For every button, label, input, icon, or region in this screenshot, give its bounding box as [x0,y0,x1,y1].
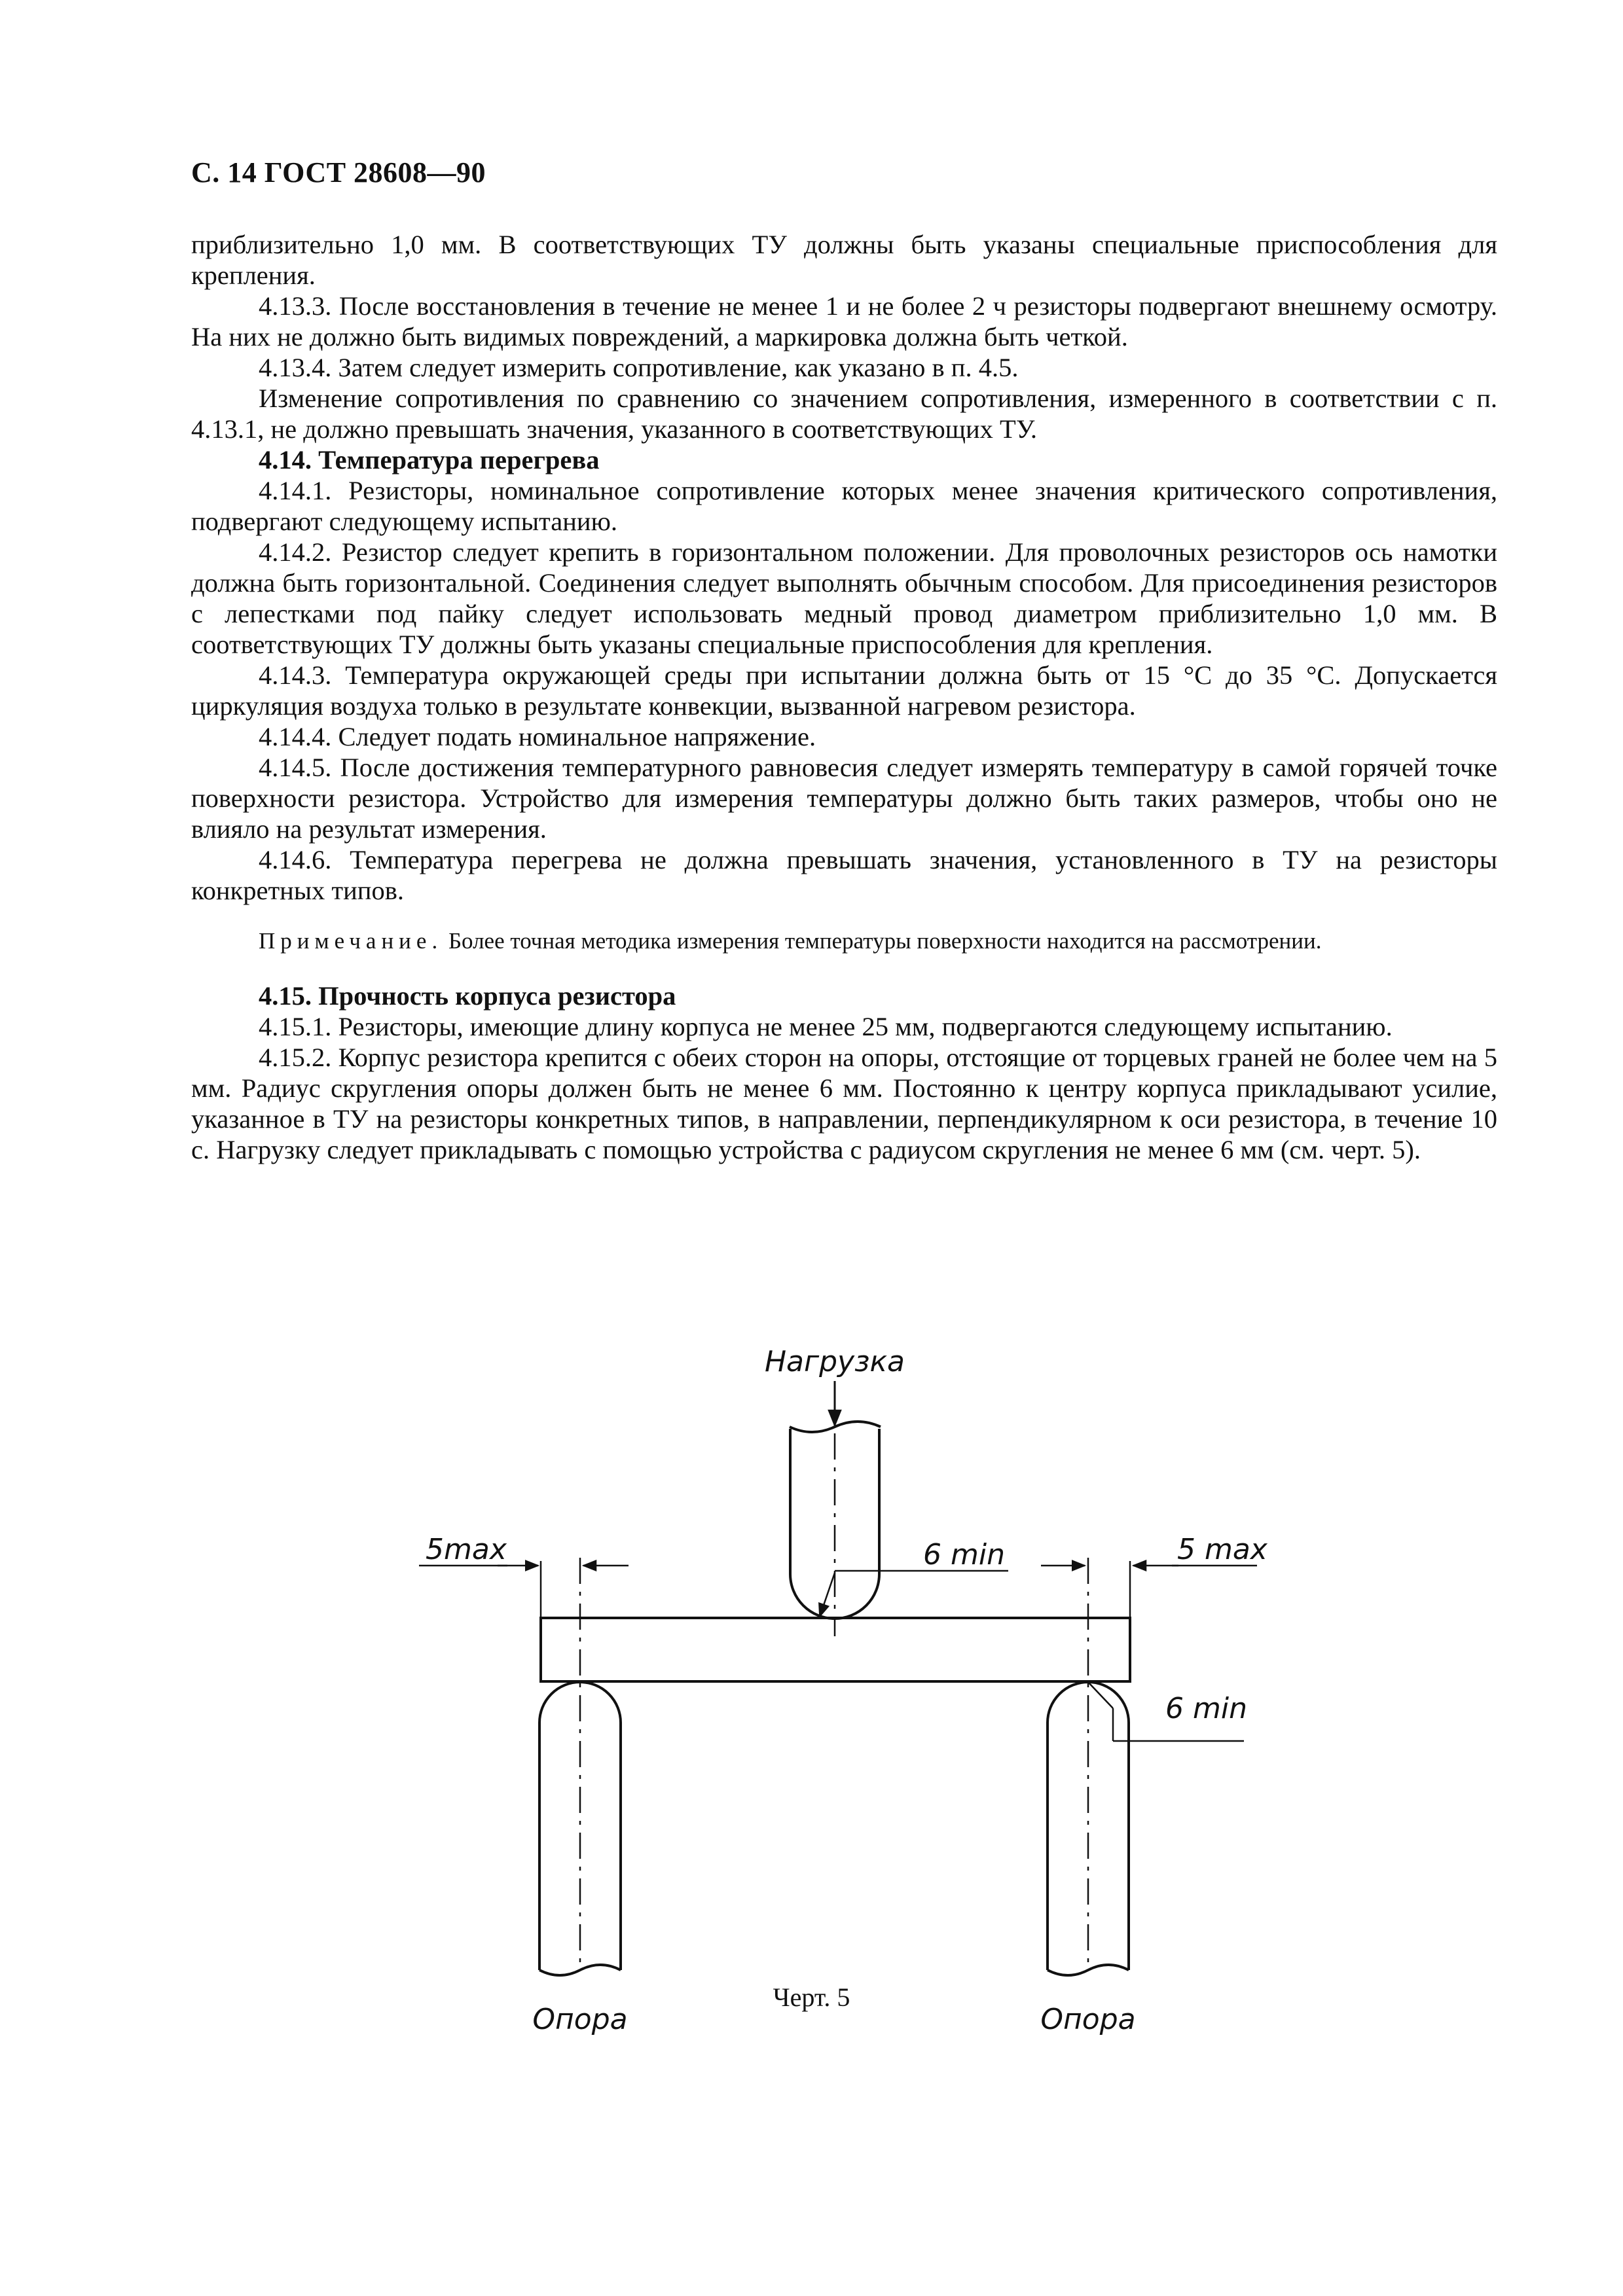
left-gap-dimension [419,1533,629,1617]
paragraph: 4.14.1. Резисторы, номинальное сопротивление которых менее значения критического сопротивления, подвергают следующему испытанию. [191,476,1497,536]
paragraph: 4.14.3. Температура окружающей среды при испытании должна быть от 15 °С до 35 °С. Допускается циркуляция воздуха только в результате конвекции, вызванной нагревом резистора. [191,660,1497,721]
note-text: Более точная методика измерения температуры поверхности находится на рассмотрении. [448,928,1322,954]
left-support [539,1558,621,1975]
paragraph: 4.15.1. Резисторы, имеющие длину корпуса не менее 25 мм, подвергаются следующему испытанию. [259,1012,1393,1041]
document-body [191,229,1497,1165]
paragraph: 4.14.6. Температура перегрева не должна превышать значения, установленного в ТУ на резисторы конкретных типов. [191,845,1497,905]
resistor-test-drawing [0,1309,1623,2042]
note-label: Примечание. [259,928,443,954]
section-heading: 4.15. Прочность корпуса резистора [259,981,676,1011]
left-gap-label: 5max [426,1533,507,1566]
right-gap-label: 5 max [1177,1533,1267,1566]
load-label: Нагрузка [764,1345,905,1378]
figure-drawing [0,1309,1623,2042]
page-header: С. 14 ГОСТ 28608—90 [191,156,486,188]
load-punch [790,1422,881,1636]
side-radius-label: 6 min [1165,1692,1247,1725]
left-support-label: Опора [532,2003,628,2036]
right-support [1048,1558,1129,1975]
top-radius-label: 6 min [923,1538,1005,1571]
paragraph: 4.14.2. Резистор следует крепить в горизонтальном положении. Для проволочных резисторов ось намотки должна быть горизонтальной. Соединения следует выполнять обычным способом. Для присоединения резисторов с лепестками под пайку следует использовать медный провод диаметром приблизительно 1,0 мм. В соответствующих ТУ должны быть указаны специальные приспособления для крепления. [191,537,1497,659]
paragraph: 4.14.5. После достижения температурного равновесия следует измерять температуру в самой горячей точке поверхности резистора. Устройство для измерения температуры должно быть таких размеров, чтобы оно не влияло на результат измерения. [191,753,1497,844]
paragraph: Изменение сопротивления по сравнению со значением сопротивления, измеренного в соответствии с п. 4.13.1, не должно превышать значения, указанного в соответствующих ТУ. [191,384,1497,444]
right-support-label: Опора [1040,2003,1136,2036]
paragraph: 4.13.4. Затем следует измерить сопротивление, как указано в п. 4.5. [259,353,1019,382]
paragraph: приблизительно 1,0 мм. В соответствующих ТУ должны быть указаны специальные приспособления для крепления. [191,230,1497,290]
section-heading: 4.14. Температура перегрева [259,445,600,475]
paragraph: 4.15.2. Корпус резистора крепится с обеих сторон на опоры, отстоящие от торцевых граней не более чем на 5 мм. Радиус скругления опоры должен быть не менее 6 мм. Постоянно к центру корпуса прикладывают усилие, указанное в ТУ на резисторы конкретных типов, в направлении, перпендикулярном к оси резистора, в течение 10 с. Нагрузку следует прикладывать с помощью устройства с радиусом скругления не менее 6 мм (см. черт. 5). [191,1043,1497,1164]
paragraph: 4.14.4. Следует подать номинальное напряжение. [259,722,816,751]
figure-caption: Черт. 5 [773,1982,850,2012]
note [191,927,1497,956]
right-gap-dimension [1041,1533,1268,1617]
paragraph: 4.13.3. После восстановления в течение не менее 1 и не более 2 ч резисторы подвергают внешнему осмотру. На них не должно быть видимых повреждений, а маркировка должна быть четкой. [191,291,1497,351]
